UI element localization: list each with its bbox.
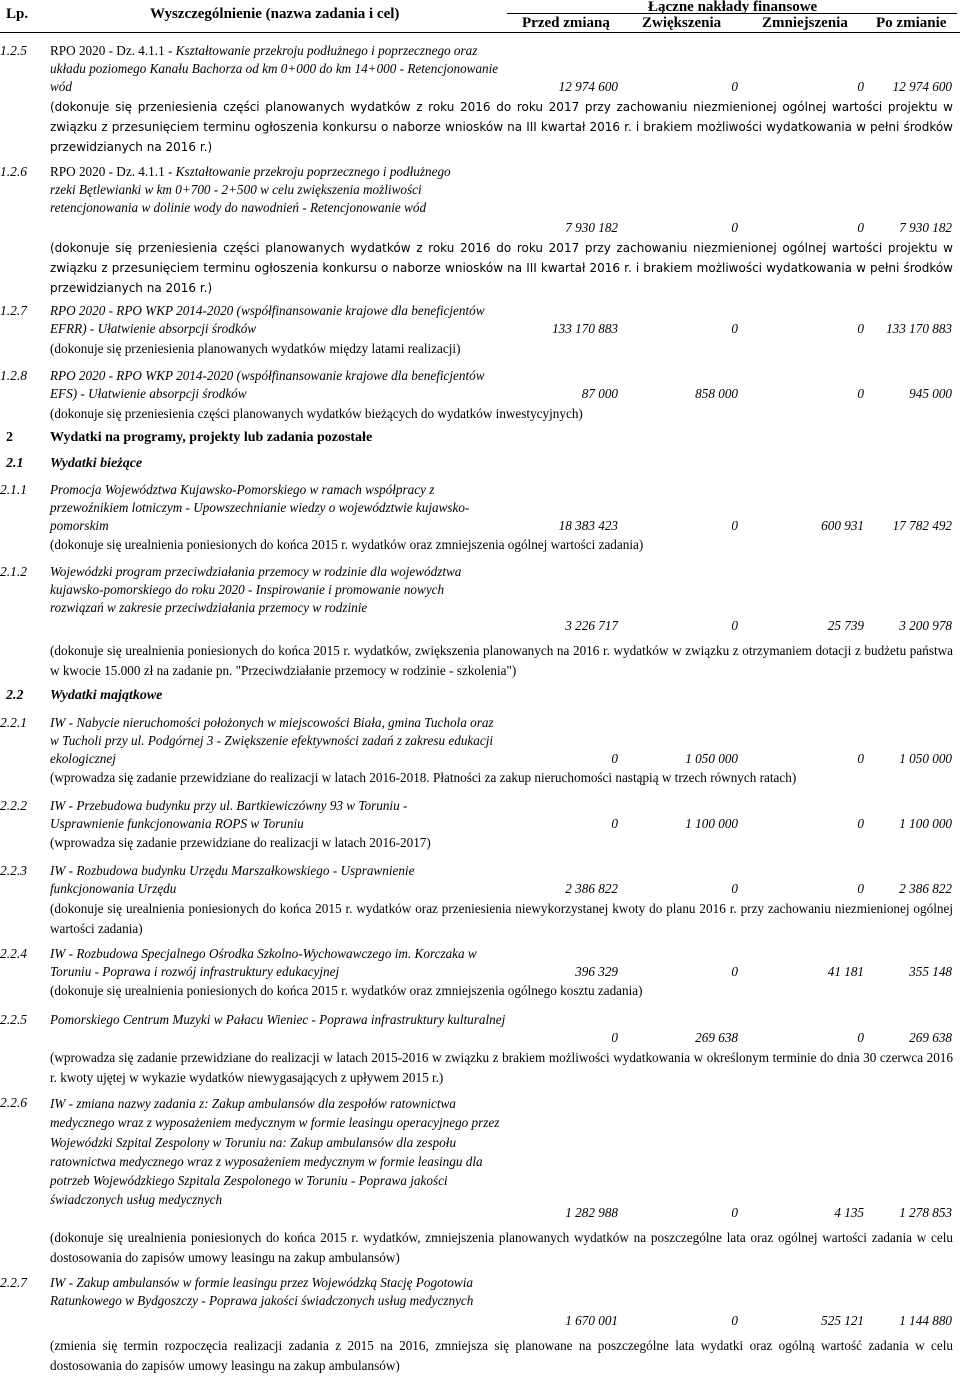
row-title: IW - Nabycie nieruchomości położonych w miejscowości Biała, gmina Tuchola oraz w Tucholi przy ul. Podgórnej 3 - Zwiększenie efektywności zadań z zakresu edukacji ekologicznej xyxy=(50,715,494,766)
value-increase: 0 xyxy=(731,518,738,533)
row-note: (dokonuje się urealnienia poniesionych do końca 2015 r. wydatków oraz przeniesienia niewykorzystanej kwoty do planu 2016 r. przy zachowaniu niezmienionej ogólnej wartości zadania) xyxy=(50,901,953,936)
row-title: Wojewódzki program przeciwdziałania przemocy w rodzinie dla województwa kujawsko-pomorskiego do roku 2020 - Inspirowanie i promowanie nowych rozwiązań w zakresie przeciwdziałania przemocy w rodzinie xyxy=(50,564,462,615)
section-title: Wydatki na programy, projekty lub zadania pozostałe xyxy=(50,430,373,445)
row-title-text: beneficjentów EFS) - Ułatwienie absorpcji środków xyxy=(50,368,485,401)
section-lp: 2.2 xyxy=(6,688,24,703)
row-lp: 2.2.5 xyxy=(0,1012,27,1027)
row-title-text: beneficjentów EFRR) - Ułatwienie absorpcji środków xyxy=(50,303,485,336)
value-after: 7 930 182 xyxy=(899,220,952,235)
value-after: 269 638 xyxy=(909,1030,952,1045)
value-after: 1 144 880 xyxy=(899,1313,952,1328)
value-increase: 0 xyxy=(731,964,738,979)
value-after: 133 170 883 xyxy=(886,321,952,336)
value-after: 1 278 853 xyxy=(899,1205,952,1220)
header-after: Po zmianie xyxy=(876,15,947,31)
section-lp: 2 xyxy=(6,430,13,445)
value-decrease: 25 739 xyxy=(827,618,864,633)
value-before: 7 930 182 xyxy=(565,220,618,235)
row-title xyxy=(50,42,510,96)
value-before: 0 xyxy=(611,1030,618,1045)
row-lp: 2.2.1 xyxy=(0,715,27,730)
value-decrease: 600 931 xyxy=(821,518,864,533)
row-note: (dokonuje się urealnienia poniesionych do końca 2015 r. wydatków, zmniejszenia planowanych wydatków na poszczególne lata oraz ogólnej wartości zadania w celu dostosowania do zapisów umowy leasingu na zakup ambulansów) xyxy=(50,1230,953,1265)
row-title-prefix: RPO 2020 - Dz. 4.1.1 xyxy=(50,164,165,179)
header-decrease: Zmniejszenia xyxy=(762,15,848,31)
value-after: 2 386 822 xyxy=(899,881,952,896)
row-lp: 1.2.7 xyxy=(0,303,27,318)
value-after: 1 050 000 xyxy=(899,751,952,766)
row-note: (dokonuje się urealnienia poniesionych do końca 2015 r. wydatków, zwiększenia planowanych na 2016 r. wydatków w związku z otrzymaniem dotacji z budżetu państwa w kwocie 15.000 zł na zadanie pn. "Przeciwdziałanie przemocy w rodzinie - szkolenia") xyxy=(50,643,953,678)
row-title: IW - Przebudowa budynku przy ul. Bartkiewiczówny 93 w Toruniu - Usprawnienie funkcjonowania ROPS w Toruniu xyxy=(50,798,408,831)
value-decrease: 41 181 xyxy=(827,964,864,979)
value-increase: 858 000 xyxy=(695,386,738,401)
row-title-text: - Kształtowanie przekroju poprzecznego i podłużnego rzeki Bętlewianki w km 0+700 - 2+500 w celu zwiększenia możliwości retencjonowania w dolinie wody do nawodnień - Retencjonowanie wód xyxy=(50,164,451,215)
value-after: 945 000 xyxy=(909,386,952,401)
value-decrease: 0 xyxy=(857,220,864,235)
row-note: (dokonuje się przeniesienia części planowanych wydatków bieżących do wydatków inwestycyjnych) xyxy=(50,406,583,421)
value-decrease: 0 xyxy=(857,816,864,831)
value-after: 1 100 000 xyxy=(899,816,952,831)
value-decrease: 0 xyxy=(857,79,864,94)
row-lp: 1.2.5 xyxy=(0,43,27,58)
row-note: (wprowadza się zadanie przewidziane do realizacji w latach 2016-2017) xyxy=(50,835,431,850)
value-before: 133 170 883 xyxy=(552,321,618,336)
header-name: Wyszczególnienie (nazwa zadania i cel) xyxy=(150,6,400,22)
value-decrease: 4 135 xyxy=(834,1205,864,1220)
row-title-prefix: RPO 2020 - RPO WKP 2014-2020 (współfinansowanie krajowe dla xyxy=(50,368,408,383)
row-title-prefix: RPO 2020 - Dz. 4.1.1 xyxy=(50,43,165,58)
value-increase: 0 xyxy=(731,321,738,336)
value-increase: 0 xyxy=(731,79,738,94)
section-lp: 2.1 xyxy=(6,456,24,471)
value-after: 17 782 492 xyxy=(892,518,952,533)
row-note: (dokonuje się przeniesienia części planowanych wydatków z roku 2016 do roku 2017 przy zachowaniu niezmienionej ogólnej wartości projektu w związku z przesunięciem terminu ogłoszenia konkursu o naborze wniosków na III kwartał 2016 r. i brakiem możliwości wydatkowania w pełni środków przewidzianych na 2016 r.) xyxy=(50,241,953,295)
row-note: (dokonuje się urealnienia poniesionych do końca 2015 r. wydatków oraz zmniejszenia ogólnego kosztu zadania) xyxy=(50,983,643,998)
row-note: (dokonuje się przeniesienia części planowanych wydatków z roku 2016 do roku 2017 przy zachowaniu niezmienionej ogólnej wartości projektu w związku z przesunięciem terminu ogłoszenia konkursu o naborze wniosków na III kwartał 2016 r. i brakiem możliwości wydatkowania w pełni środków przewidzianych na 2016 r.) xyxy=(50,100,953,154)
row-lp: 2.1.2 xyxy=(0,564,27,579)
value-increase: 1 050 000 xyxy=(685,751,738,766)
row-note: (wprowadza się zadanie przewidziane do realizacji w latach 2016-2018. Płatności za zakup nieruchomości nastąpią w trzech równych ratach) xyxy=(50,770,797,785)
value-after: 355 148 xyxy=(909,964,952,979)
value-decrease: 0 xyxy=(857,386,864,401)
section-title: Wydatki bieżące xyxy=(50,456,143,471)
value-before: 12 974 600 xyxy=(558,79,618,94)
value-before: 18 383 423 xyxy=(558,518,618,533)
table-header xyxy=(0,0,960,32)
value-before: 87 000 xyxy=(581,386,618,401)
row-title: Promocja Województwa Kujawsko-Pomorskiego w ramach współpracy z przewoźnikiem lotniczym - Upowszechnianie wiedzy o województwie kujawsko-pomorskim xyxy=(50,482,470,533)
value-decrease: 525 121 xyxy=(821,1313,864,1328)
header-before: Przed zmianą xyxy=(522,15,610,31)
section-title: Wydatki majątkowe xyxy=(50,688,163,703)
value-after: 3 200 978 xyxy=(899,618,952,633)
row-title: IW - zmiana nazwy zadania z: Zakup ambulansów dla zespołów ratownictwa medycznego wraz z wyposażeniem medycznym w formie leasingu operacyjnego przez Wojewódzki Szpital Zespolony w Toruniu na: Zakup ambulansów dla zespołu ratownictwa medycznego wraz z wyposażeniem medycznym w formie leasingu dla potrzeb Wojewódzkiego Szpitala Zespolonego w Toruniu - Poprawa jakości świadczonych usług medycznych xyxy=(50,1096,500,1208)
header-lp: Lp. xyxy=(6,6,29,22)
value-increase: 0 xyxy=(731,881,738,896)
value-increase: 1 100 000 xyxy=(685,816,738,831)
row-note: (dokonuje się przeniesienia planowanych wydatków między latami realizacji) xyxy=(50,341,461,356)
header-financial-group: Łączne nakłady finansowe xyxy=(648,0,818,15)
row-title: IW - Zakup ambulansów w formie leasingu przez Wojewódzką Stację Pogotowia Ratunkowego w Bydgoszczy - Poprawa jakości świadczonych usług medycznych xyxy=(50,1275,474,1308)
row-lp: 2.2.4 xyxy=(0,946,27,961)
row-note: (zmienia się termin rozpoczęcia realizacji zadania z 2015 na 2016, zmniejsza się planowane na poszczególne lata wydatki oraz ogólną wartość zadania w celu dostosowania do zapisów umowy leasingu na zakup ambulansów) xyxy=(50,1338,953,1373)
row-title: IW - Rozbudowa Specjalnego Ośrodka Szkolno-Wychowawczego im. Korczaka w Toruniu - Poprawa i rozwój infrastruktury edukacyjnej xyxy=(50,946,477,979)
value-decrease: 0 xyxy=(857,881,864,896)
value-increase: 0 xyxy=(731,618,738,633)
row-lp: 2.1.1 xyxy=(0,482,27,497)
row-lp: 1.2.6 xyxy=(0,164,27,179)
value-increase: 269 638 xyxy=(695,1030,738,1045)
value-decrease: 0 xyxy=(857,751,864,766)
row-title: Pomorskiego Centrum Muzyki w Pałacu Wieniec - Poprawa infrastruktury kulturalnej xyxy=(50,1012,506,1027)
row-lp: 2.2.2 xyxy=(0,798,27,813)
row-title-prefix: RPO 2020 - RPO WKP 2014-2020 (współfinansowanie krajowe dla xyxy=(50,303,408,318)
value-after: 12 974 600 xyxy=(892,79,952,94)
row-lp: 2.2.7 xyxy=(0,1275,27,1290)
row-lp: 2.2.3 xyxy=(0,863,27,878)
row-title xyxy=(50,302,510,338)
row-note: (wprowadza się zadanie przewidziane do realizacji w latach 2015-2016 w związku z brakiem możliwości wydatkowania w określonym terminie do dnia 30 czerwca 2016 r. kwoty ujętej w wykazie wydatków niewygasających z upływem 2015 r.) xyxy=(50,1050,953,1085)
value-before: 1 670 001 xyxy=(565,1313,618,1328)
header-rule xyxy=(0,32,960,33)
header-increase: Zwiększenia xyxy=(642,15,722,31)
row-note: (dokonuje się urealnienia poniesionych do końca 2015 r. wydatków oraz zmniejszenia ogólnej wartości zadania) xyxy=(50,537,644,552)
value-before: 1 282 988 xyxy=(565,1205,618,1220)
row-title-text: - Kształtowanie przekroju podłużnego i poprzecznego oraz układu poziomego Kanału Bachorza od km 0+000 do km 14+000 - Retencjonowanie wód xyxy=(50,43,499,94)
row-lp: 1.2.8 xyxy=(0,368,27,383)
row-title: IW - Rozbudowa budynku Urzędu Marszałkowskiego - Usprawnienie funkcjonowania Urzędu xyxy=(50,863,415,896)
value-before: 0 xyxy=(611,816,618,831)
row-title xyxy=(50,367,510,403)
value-increase: 0 xyxy=(731,1313,738,1328)
row-lp: 2.2.6 xyxy=(0,1095,27,1110)
value-before: 396 329 xyxy=(575,964,618,979)
value-increase: 0 xyxy=(731,220,738,235)
value-before: 2 386 822 xyxy=(565,881,618,896)
value-before: 3 226 717 xyxy=(565,618,618,633)
value-before: 0 xyxy=(611,751,618,766)
value-decrease: 0 xyxy=(857,321,864,336)
value-decrease: 0 xyxy=(857,1030,864,1045)
value-increase: 0 xyxy=(731,1205,738,1220)
row-title xyxy=(50,163,470,217)
